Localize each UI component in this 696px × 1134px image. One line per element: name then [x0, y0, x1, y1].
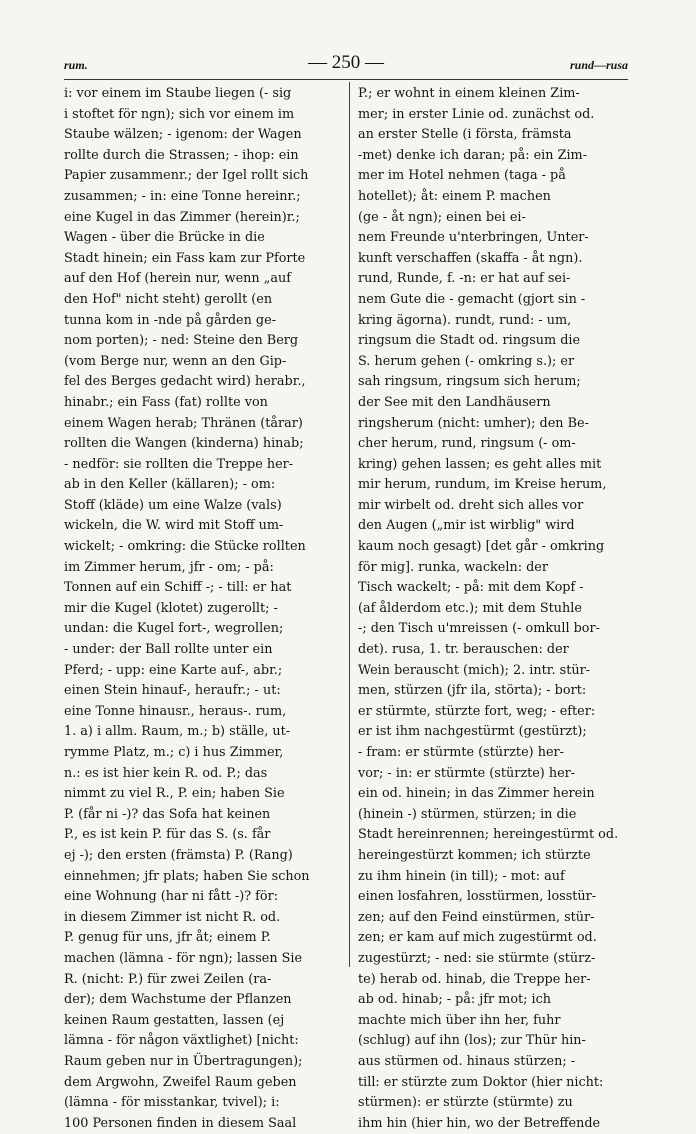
text-line: Stadt hinein; ein Fass kam zur Pforte: [64, 250, 306, 266]
text-line: hotellet); åt: einem P. machen: [358, 188, 551, 204]
text-line: mir wirbelt od. dreht sich alles vor: [358, 497, 584, 513]
text-line: ihm hin (hier hin, wo der Betreffende: [358, 1115, 601, 1131]
text-line: den Hof" nicht steht) gerollt (en: [64, 291, 273, 307]
text-line: zen; er kam auf mich zugestürmt od.: [358, 930, 597, 946]
text-line: er stürmte, stürzte fort, weg; - efter:: [358, 703, 596, 719]
text-line: wickelt; - omkring: die Stücke rollten: [64, 539, 306, 555]
text-line: mer im Hotel nehmen (taga - på: [358, 168, 566, 184]
text-line: (ge - åt ngn); einen bei ei-: [358, 209, 526, 225]
text-line: machte mich über ihn her, fuhr: [358, 1012, 561, 1028]
text-line: (af ålderdom etc.); mit dem Stuhle: [358, 600, 582, 616]
text-line: einen Stein hinauf-, heraufr.; - ut:: [64, 683, 281, 699]
text-line: R. (nicht: P.) für zwei Zeilen (ra-: [64, 971, 272, 987]
text-line: 1. a) i allm. Raum, m.; b) ställe, ut-: [64, 724, 291, 740]
text-line: Tisch wackelt; - på: mit dem Kopf -: [358, 580, 584, 596]
text-line: P. (får ni -)? das Sofa hat keinen: [64, 806, 271, 822]
text-line: kring ägorna). rundt, rund: - um,: [358, 312, 572, 328]
column-divider: [349, 82, 350, 967]
text-line: im Zimmer herum, jfr - om; - på:: [64, 559, 274, 575]
text-line: stürmen): er stürzte (stürmte) zu: [358, 1095, 573, 1111]
left-column: [64, 84, 340, 1131]
text-line: te) herab od. hinab, die Treppe her-: [358, 971, 591, 987]
text-line: (lämna - för misstankar, tvivel); i:: [64, 1095, 280, 1111]
text-line: Tonnen auf ein Schiff -; - till: er hat: [64, 580, 292, 596]
text-line: sah ringsum, ringsum sich herum;: [358, 374, 581, 390]
text-line: -met) denke ich daran; på: ein Zim-: [358, 147, 588, 163]
text-line: Wagen - über die Brücke in die: [64, 230, 265, 246]
text-line: keinen Raum gestatten, lassen (ej: [64, 1012, 285, 1028]
text-line: ringsherum (nicht: umher); den Be-: [358, 415, 589, 431]
text-line: P., es ist kein P. für das S. (s. får: [64, 827, 271, 843]
page-header: [64, 52, 628, 78]
header-right-catchword: rund—rusa: [569, 58, 628, 72]
text-line: Pferd; - upp: eine Karte auf-, abr.;: [64, 662, 283, 678]
text-line: nem Gute die - gemacht (gjort sin -: [358, 291, 586, 307]
text-line: - fram: er stürmte (stürzte) her-: [358, 745, 564, 760]
text-line: in diesem Zimmer ist nicht R. od.: [64, 909, 281, 925]
text-line: Raum geben nur in Übertragungen);: [64, 1053, 303, 1069]
text-line: nem Freunde u'nterbringen, Unter-: [358, 230, 589, 246]
text-line: tunna kom in -nde på gården ge-: [64, 312, 277, 328]
text-line: (hinein -) stürmen, stürzen; in die: [358, 806, 577, 822]
text-line: S. herum gehen (- omkring s.); er: [358, 353, 575, 369]
text-line: n.: es ist hier kein R. od. P.; das: [64, 765, 268, 781]
text-line: einen losfahren, losstürmen, losstür-: [358, 889, 597, 905]
text-line: eine Kugel in das Zimmer (herein)r.;: [64, 209, 300, 225]
text-line: machen (lämna - för ngn); lassen Sie: [64, 950, 303, 966]
text-line: P.; er wohnt in einem kleinen Zim-: [358, 86, 580, 101]
text-line: wickeln, die W. wird mit Stoff um-: [64, 518, 284, 534]
text-line: zugestürzt; - ned: sie stürmte (stürz-: [358, 950, 596, 966]
text-line: an erster Stelle (i första, främsta: [358, 127, 572, 143]
text-line: lämna - för någon växtlighet) [nicht:: [64, 1033, 299, 1049]
text-line: kaum noch gesagt) [det går - omkring: [358, 539, 605, 555]
text-line: ab in den Keller (källaren); - om:: [64, 477, 276, 493]
header-left-catchword: rum.: [64, 58, 88, 72]
text-line: Staube wälzen; - igenom: der Wagen: [64, 127, 302, 143]
text-line: rollten die Wangen (kinderna) hinab;: [64, 436, 304, 452]
header-rule: [64, 79, 628, 80]
text-line: zu ihm hinein (in till); - mot: auf: [358, 868, 565, 884]
text-line: eine Wohnung (har ni fått -)? för:: [64, 889, 279, 905]
text-line: hereingestürzt kommen; ich stürzte: [358, 847, 591, 863]
text-line: det). rusa, 1. tr. berauschen: der: [358, 642, 569, 658]
text-line: för mig]. runka, wackeln: der: [358, 559, 548, 575]
text-line: - under: der Ball rollte unter ein: [64, 642, 273, 658]
text-line: cher herum, rund, ringsum (- om-: [358, 436, 576, 452]
text-line: (schlug) auf ihn (los); zur Thür hin-: [358, 1033, 586, 1049]
page-number: — 250 —: [308, 52, 384, 73]
text-line: men, stürzen (jfr ila, störta); - bort:: [358, 683, 587, 699]
text-line: zusammen; - in: eine Tonne hereinr.;: [64, 188, 301, 204]
text-line: till: er stürzte zum Doktor (hier nicht:: [358, 1074, 604, 1090]
text-line: einnehmen; jfr plats; haben Sie schon: [64, 868, 310, 884]
text-line: Wein berauscht (mich); 2. intr. stür-: [358, 662, 591, 678]
text-line: i stoftet för ngn); sich vor einem im: [64, 106, 295, 122]
right-column: [358, 84, 630, 1131]
text-line: Stadt hereinrennen; hereingestürmt od.: [358, 827, 619, 843]
text-line: ab od. hinab; - på: jfr mot; ich: [358, 992, 552, 1008]
text-line: (vom Berge nur, wenn an den Gip-: [64, 353, 287, 369]
text-line: - nedför: sie rollten die Treppe her-: [64, 456, 294, 472]
text-line: hinabr.; ein Fass (fat) rollte von: [64, 394, 268, 410]
text-line: kunft verschaffen (skaffa - åt ngn).: [358, 250, 583, 266]
text-line: er ist ihm nachgestürmt (gestürzt);: [358, 724, 587, 740]
text-line: eine Tonne hinausr., heraus-. rum,: [64, 703, 287, 719]
text-line: Stoff (kläde) um eine Walze (vals): [64, 497, 282, 513]
text-line: nimmt zu viel R., P. ein; haben Sie: [64, 786, 285, 802]
text-line: mer; in erster Linie od. zunächst od.: [358, 106, 595, 122]
text-line: Papier zusammenr.; der Igel rollt sich: [64, 168, 309, 184]
text-line: auf den Hof (herein nur, wenn „auf: [64, 271, 291, 287]
text-line: nom porten); - ned: Steine den Berg: [64, 333, 299, 349]
text-line: P. genug für uns, jfr åt; einem P.: [64, 930, 271, 946]
text-line: fel des Berges gedacht wird) herabr.,: [64, 374, 306, 390]
text-line: -; den Tisch u'mreissen (- omkull bor-: [358, 621, 600, 637]
text-line: einem Wagen herab; Thränen (tårar): [64, 415, 303, 431]
text-line: aus stürmen od. hinaus stürzen; -: [358, 1053, 576, 1069]
text-line: den Augen („mir ist wirblig" wird: [358, 518, 575, 534]
text-line: der); dem Wachstume der Pflanzen: [64, 992, 292, 1008]
text-line: rymme Platz, m.; c) i hus Zimmer,: [64, 745, 284, 760]
text-line: rund, Runde, f. -n: er hat auf sei-: [358, 271, 571, 287]
text-line: i: vor einem im Staube liegen (- sig: [64, 86, 292, 101]
text-line: ringsum die Stadt od. ringsum die: [358, 333, 581, 349]
text-line: der See mit den Landhäusern: [358, 394, 551, 410]
text-line: undan: die Kugel fort-, wegrollen;: [64, 621, 284, 637]
text-line: kring) gehen lassen; es geht alles mit: [358, 456, 602, 472]
text-line: ej -); den ersten (främsta) P. (Rang): [64, 847, 293, 863]
text-line: vor; - in: er stürmte (stürzte) her-: [358, 765, 576, 781]
text-line: ein od. hinein; in das Zimmer herein: [358, 786, 595, 802]
text-line: dem Argwohn, Zweifel Raum geben: [64, 1074, 297, 1090]
text-line: mir herum, rundum, im Kreise herum,: [358, 477, 607, 493]
text-line: zen; auf den Feind einstürmen, stür-: [358, 909, 595, 925]
text-line: mir die Kugel (klotet) zugerollt; -: [64, 600, 278, 616]
text-line: 100 Personen finden in diesem Saal: [64, 1115, 297, 1131]
text-line: rollte durch die Strassen; - ihop: ein: [64, 147, 299, 163]
